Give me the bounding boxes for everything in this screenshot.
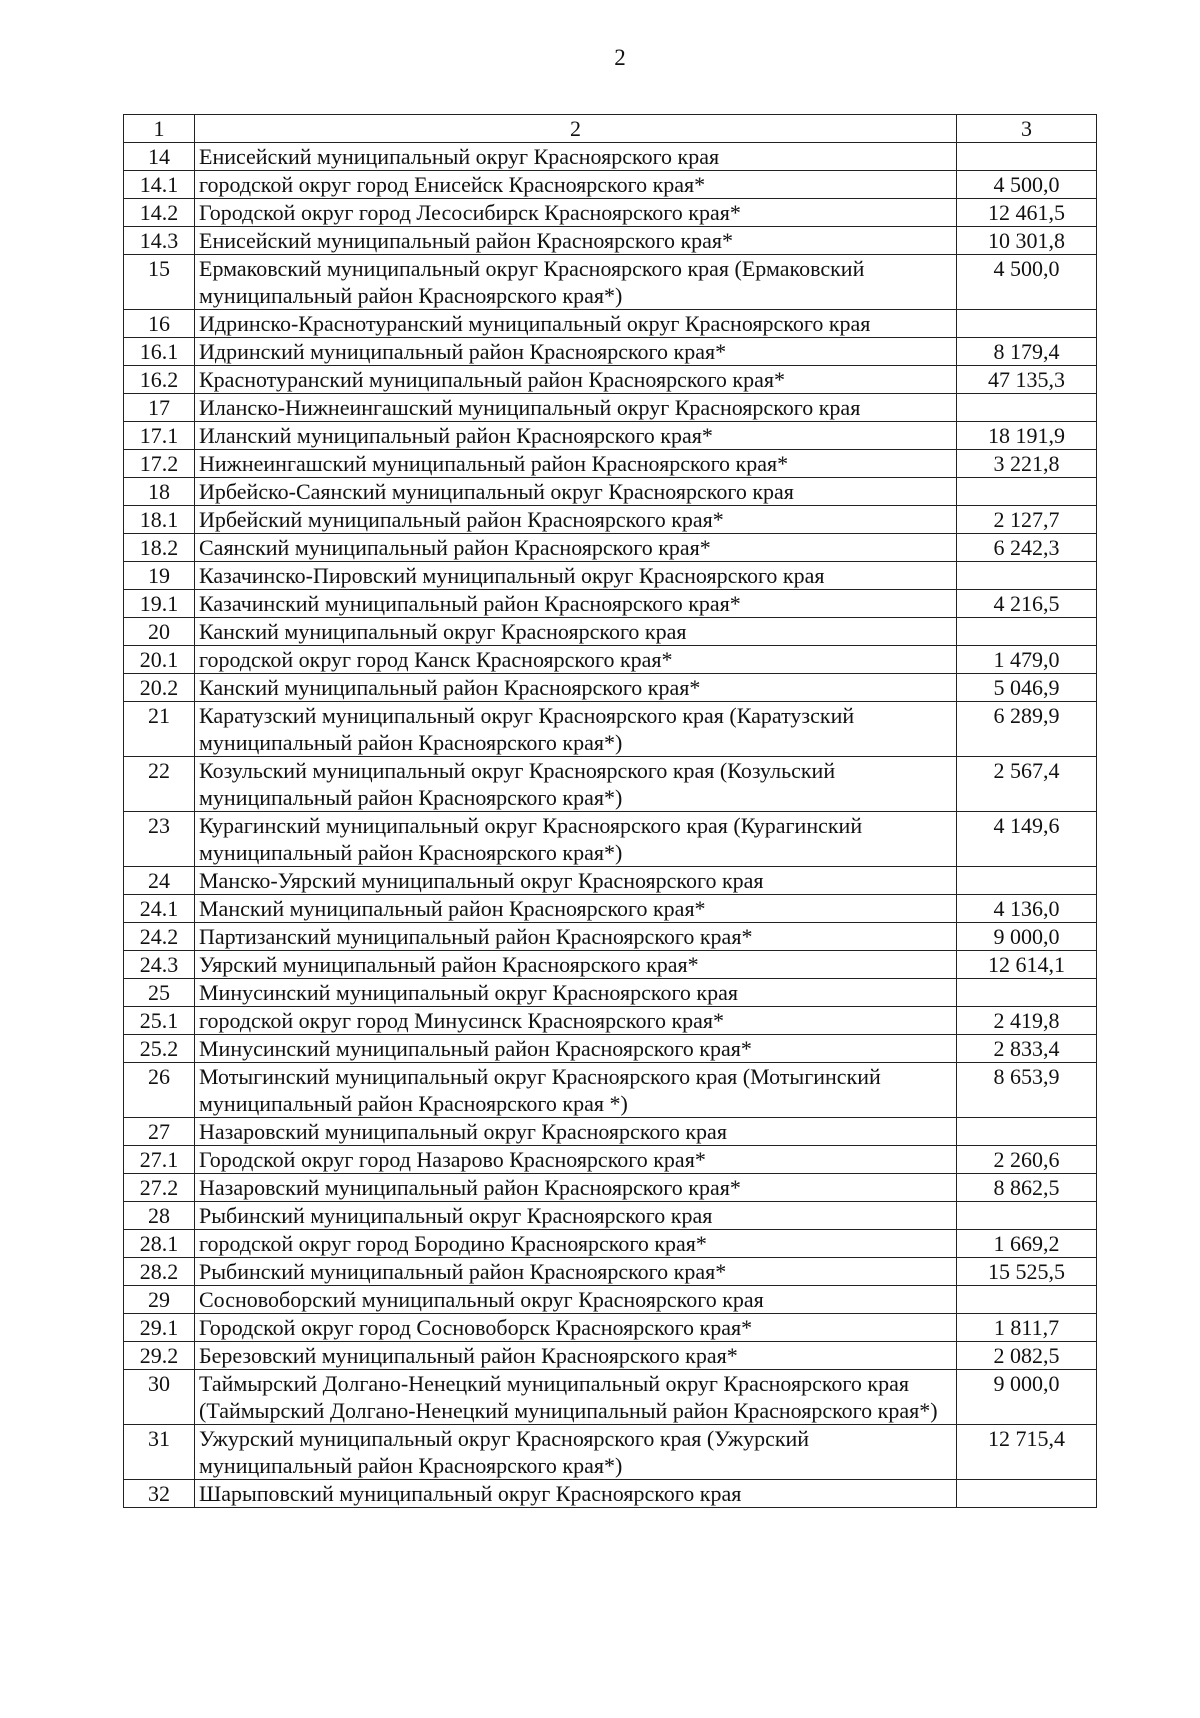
amount-cell: 4 149,6	[957, 812, 1097, 867]
municipality-name-cell: Краснотуранский муниципальный район Красноярского края*	[195, 366, 957, 394]
row-number-cell: 19.1	[124, 590, 195, 618]
municipality-name-cell: Козульский муниципальный округ Красноярского края (Козульский муниципальный район Красноярского края*)	[195, 757, 957, 812]
row-number-cell: 24.1	[124, 895, 195, 923]
municipality-name-cell: Городской округ город Назарово Красноярского края*	[195, 1146, 957, 1174]
table-row	[124, 255, 1097, 310]
table-row	[124, 867, 1097, 895]
municipality-name-cell: Минусинский муниципальный округ Красноярского края	[195, 979, 957, 1007]
table-row	[124, 895, 1097, 923]
table-row	[124, 143, 1097, 171]
amount-cell	[957, 394, 1097, 422]
municipality-name-cell: Иланский муниципальный район Красноярского края*	[195, 422, 957, 450]
row-number-cell: 15	[124, 255, 195, 310]
row-number-cell: 22	[124, 757, 195, 812]
municipality-name-cell: Назаровский муниципальный округ Красноярского края	[195, 1118, 957, 1146]
amount-cell: 9 000,0	[957, 1370, 1097, 1425]
amount-cell: 10 301,8	[957, 227, 1097, 255]
table-row	[124, 979, 1097, 1007]
municipality-name-cell: Уярский муниципальный район Красноярского края*	[195, 951, 957, 979]
municipality-name-cell: Березовский муниципальный район Красноярского края*	[195, 1342, 957, 1370]
table-header-row	[124, 115, 1097, 143]
amount-cell: 9 000,0	[957, 923, 1097, 951]
row-number-cell: 14.3	[124, 227, 195, 255]
municipality-name-cell: Ирбейский муниципальный район Красноярского края*	[195, 506, 957, 534]
municipality-name-cell: Идринско-Краснотуранский муниципальный округ Красноярского края	[195, 310, 957, 338]
row-number-cell: 28	[124, 1202, 195, 1230]
amount-cell: 18 191,9	[957, 422, 1097, 450]
municipality-name-cell: Таймырский Долгано-Ненецкий муниципальный округ Красноярского края (Таймырский Долгано-Ненецкий муниципальный район Красноярского края*)	[195, 1370, 957, 1425]
table-row	[124, 1174, 1097, 1202]
municipality-name-cell: Городской округ город Лесосибирск Красноярского края*	[195, 199, 957, 227]
municipality-name-cell: городской округ город Енисейск Красноярского края*	[195, 171, 957, 199]
header-col-2: 2	[195, 115, 957, 143]
amount-cell	[957, 478, 1097, 506]
municipality-name-cell: Рыбинский муниципальный округ Красноярского края	[195, 1202, 957, 1230]
page-number: 2	[614, 45, 626, 70]
table-row	[124, 1342, 1097, 1370]
row-number-cell: 28.2	[124, 1258, 195, 1286]
table-row	[124, 1370, 1097, 1425]
row-number-cell: 24.3	[124, 951, 195, 979]
table-row	[124, 702, 1097, 757]
municipality-name-cell: городской округ город Бородино Красноярского края*	[195, 1230, 957, 1258]
amount-cell	[957, 1480, 1097, 1508]
row-number-cell: 26	[124, 1063, 195, 1118]
table-row	[124, 618, 1097, 646]
row-number-cell: 14.1	[124, 171, 195, 199]
table-row	[124, 422, 1097, 450]
amount-cell: 1 479,0	[957, 646, 1097, 674]
municipality-name-cell: Казачинско-Пировский муниципальный округ Красноярского края	[195, 562, 957, 590]
municipality-name-cell: Енисейский муниципальный район Красноярского края*	[195, 227, 957, 255]
row-number-cell: 29	[124, 1286, 195, 1314]
amount-cell: 4 500,0	[957, 255, 1097, 310]
row-number-cell: 23	[124, 812, 195, 867]
municipality-name-cell: городской округ город Канск Красноярского края*	[195, 646, 957, 674]
row-number-cell: 14.2	[124, 199, 195, 227]
table-row	[124, 227, 1097, 255]
amount-cell	[957, 979, 1097, 1007]
municipality-name-cell: Саянский муниципальный район Красноярского края*	[195, 534, 957, 562]
table-row	[124, 1480, 1097, 1508]
table-row	[124, 171, 1097, 199]
header-col-1: 1	[124, 115, 195, 143]
row-number-cell: 18	[124, 478, 195, 506]
row-number-cell: 32	[124, 1480, 195, 1508]
row-number-cell: 28.1	[124, 1230, 195, 1258]
municipality-name-cell: Минусинский муниципальный район Красноярского края*	[195, 1035, 957, 1063]
amount-cell: 2 419,8	[957, 1007, 1097, 1035]
row-number-cell: 18.1	[124, 506, 195, 534]
table-row	[124, 562, 1097, 590]
amount-cell: 2 567,4	[957, 757, 1097, 812]
row-number-cell: 25.2	[124, 1035, 195, 1063]
amount-cell: 8 179,4	[957, 338, 1097, 366]
municipality-name-cell: городской округ город Минусинск Красноярского края*	[195, 1007, 957, 1035]
amount-cell: 4 216,5	[957, 590, 1097, 618]
row-number-cell: 29.1	[124, 1314, 195, 1342]
municipality-name-cell: Манско-Уярский муниципальный округ Красноярского края	[195, 867, 957, 895]
amount-cell	[957, 1118, 1097, 1146]
amount-cell: 2 833,4	[957, 1035, 1097, 1063]
table-row	[124, 923, 1097, 951]
amount-cell: 6 242,3	[957, 534, 1097, 562]
table-row	[124, 338, 1097, 366]
municipality-name-cell: Сосновоборский муниципальный округ Красноярского края	[195, 1286, 957, 1314]
table-row	[124, 534, 1097, 562]
table-row	[124, 1314, 1097, 1342]
amount-cell	[957, 562, 1097, 590]
table-row	[124, 478, 1097, 506]
row-number-cell: 14	[124, 143, 195, 171]
amount-cell: 47 135,3	[957, 366, 1097, 394]
row-number-cell: 27.2	[124, 1174, 195, 1202]
row-number-cell: 20.2	[124, 674, 195, 702]
row-number-cell: 17.2	[124, 450, 195, 478]
amount-cell: 2 082,5	[957, 1342, 1097, 1370]
amount-cell	[957, 143, 1097, 171]
table-row	[124, 1202, 1097, 1230]
table-row	[124, 394, 1097, 422]
amount-cell	[957, 618, 1097, 646]
amount-cell: 6 289,9	[957, 702, 1097, 757]
amount-cell: 4 136,0	[957, 895, 1097, 923]
municipality-name-cell: Партизанский муниципальный район Красноярского края*	[195, 923, 957, 951]
table-row	[124, 1146, 1097, 1174]
amount-cell: 12 461,5	[957, 199, 1097, 227]
row-number-cell: 31	[124, 1425, 195, 1480]
table-row	[124, 1258, 1097, 1286]
row-number-cell: 17	[124, 394, 195, 422]
row-number-cell: 27	[124, 1118, 195, 1146]
municipality-name-cell: Шарыповский муниципальный округ Красноярского края	[195, 1480, 957, 1508]
municipality-name-cell: Рыбинский муниципальный район Красноярского края*	[195, 1258, 957, 1286]
row-number-cell: 24	[124, 867, 195, 895]
table-row	[124, 450, 1097, 478]
row-number-cell: 19	[124, 562, 195, 590]
table-row	[124, 199, 1097, 227]
amount-cell: 15 525,5	[957, 1258, 1097, 1286]
row-number-cell: 25.1	[124, 1007, 195, 1035]
amount-cell: 12 614,1	[957, 951, 1097, 979]
table-row	[124, 1230, 1097, 1258]
municipality-name-cell: Курагинский муниципальный округ Красноярского края (Курагинский муниципальный район Красноярского края*)	[195, 812, 957, 867]
municipality-name-cell: Идринский муниципальный район Красноярского края*	[195, 338, 957, 366]
table-row	[124, 506, 1097, 534]
amount-cell	[957, 1286, 1097, 1314]
header-col-3: 3	[957, 115, 1097, 143]
municipality-name-cell: Ирбейско-Саянский муниципальный округ Красноярского края	[195, 478, 957, 506]
amount-cell: 1 811,7	[957, 1314, 1097, 1342]
row-number-cell: 16.1	[124, 338, 195, 366]
amount-cell	[957, 1202, 1097, 1230]
municipality-name-cell: Городской округ город Сосновоборск Красноярского края*	[195, 1314, 957, 1342]
row-number-cell: 20	[124, 618, 195, 646]
table-row	[124, 1425, 1097, 1480]
table-row	[124, 1007, 1097, 1035]
allocation-table	[123, 114, 1097, 1508]
municipality-name-cell: Канский муниципальный округ Красноярского края	[195, 618, 957, 646]
table-row	[124, 951, 1097, 979]
amount-cell: 4 500,0	[957, 171, 1097, 199]
amount-cell	[957, 310, 1097, 338]
municipality-name-cell: Манский муниципальный район Красноярского края*	[195, 895, 957, 923]
table-row	[124, 1063, 1097, 1118]
table-row	[124, 674, 1097, 702]
table-row	[124, 757, 1097, 812]
municipality-name-cell: Ужурский муниципальный округ Красноярского края (Ужурский муниципальный район Красноярского края*)	[195, 1425, 957, 1480]
row-number-cell: 16	[124, 310, 195, 338]
row-number-cell: 24.2	[124, 923, 195, 951]
row-number-cell: 27.1	[124, 1146, 195, 1174]
amount-cell: 3 221,8	[957, 450, 1097, 478]
table-row	[124, 646, 1097, 674]
municipality-name-cell: Нижнеингашский муниципальный район Красноярского края*	[195, 450, 957, 478]
municipality-name-cell: Канский муниципальный район Красноярского края*	[195, 674, 957, 702]
row-number-cell: 25	[124, 979, 195, 1007]
table-body	[124, 115, 1097, 1508]
amount-cell: 2 127,7	[957, 506, 1097, 534]
row-number-cell: 30	[124, 1370, 195, 1425]
municipality-name-cell: Назаровский муниципальный район Красноярского края*	[195, 1174, 957, 1202]
table-row	[124, 590, 1097, 618]
row-number-cell: 29.2	[124, 1342, 195, 1370]
municipality-name-cell: Каратузский муниципальный округ Красноярского края (Каратузский муниципальный район Красноярского края*)	[195, 702, 957, 757]
row-number-cell: 18.2	[124, 534, 195, 562]
municipality-name-cell: Казачинский муниципальный район Красноярского края*	[195, 590, 957, 618]
table-row	[124, 1118, 1097, 1146]
amount-cell: 8 653,9	[957, 1063, 1097, 1118]
amount-cell: 2 260,6	[957, 1146, 1097, 1174]
amount-cell	[957, 867, 1097, 895]
row-number-cell: 17.1	[124, 422, 195, 450]
municipality-name-cell: Мотыгинский муниципальный округ Красноярского края (Мотыгинский муниципальный район Красноярского края *)	[195, 1063, 957, 1118]
row-number-cell: 21	[124, 702, 195, 757]
table-row	[124, 366, 1097, 394]
table-row	[124, 1286, 1097, 1314]
amount-cell: 5 046,9	[957, 674, 1097, 702]
table-row	[124, 812, 1097, 867]
table-row	[124, 1035, 1097, 1063]
table-row	[124, 310, 1097, 338]
row-number-cell: 20.1	[124, 646, 195, 674]
amount-cell: 1 669,2	[957, 1230, 1097, 1258]
municipality-name-cell: Иланско-Нижнеингашский муниципальный округ Красноярского края	[195, 394, 957, 422]
municipality-name-cell: Ермаковский муниципальный округ Красноярского края (Ермаковский муниципальный район Красноярского края*)	[195, 255, 957, 310]
municipality-name-cell: Енисейский муниципальный округ Красноярского края	[195, 143, 957, 171]
row-number-cell: 16.2	[124, 366, 195, 394]
amount-cell: 8 862,5	[957, 1174, 1097, 1202]
amount-cell: 12 715,4	[957, 1425, 1097, 1480]
